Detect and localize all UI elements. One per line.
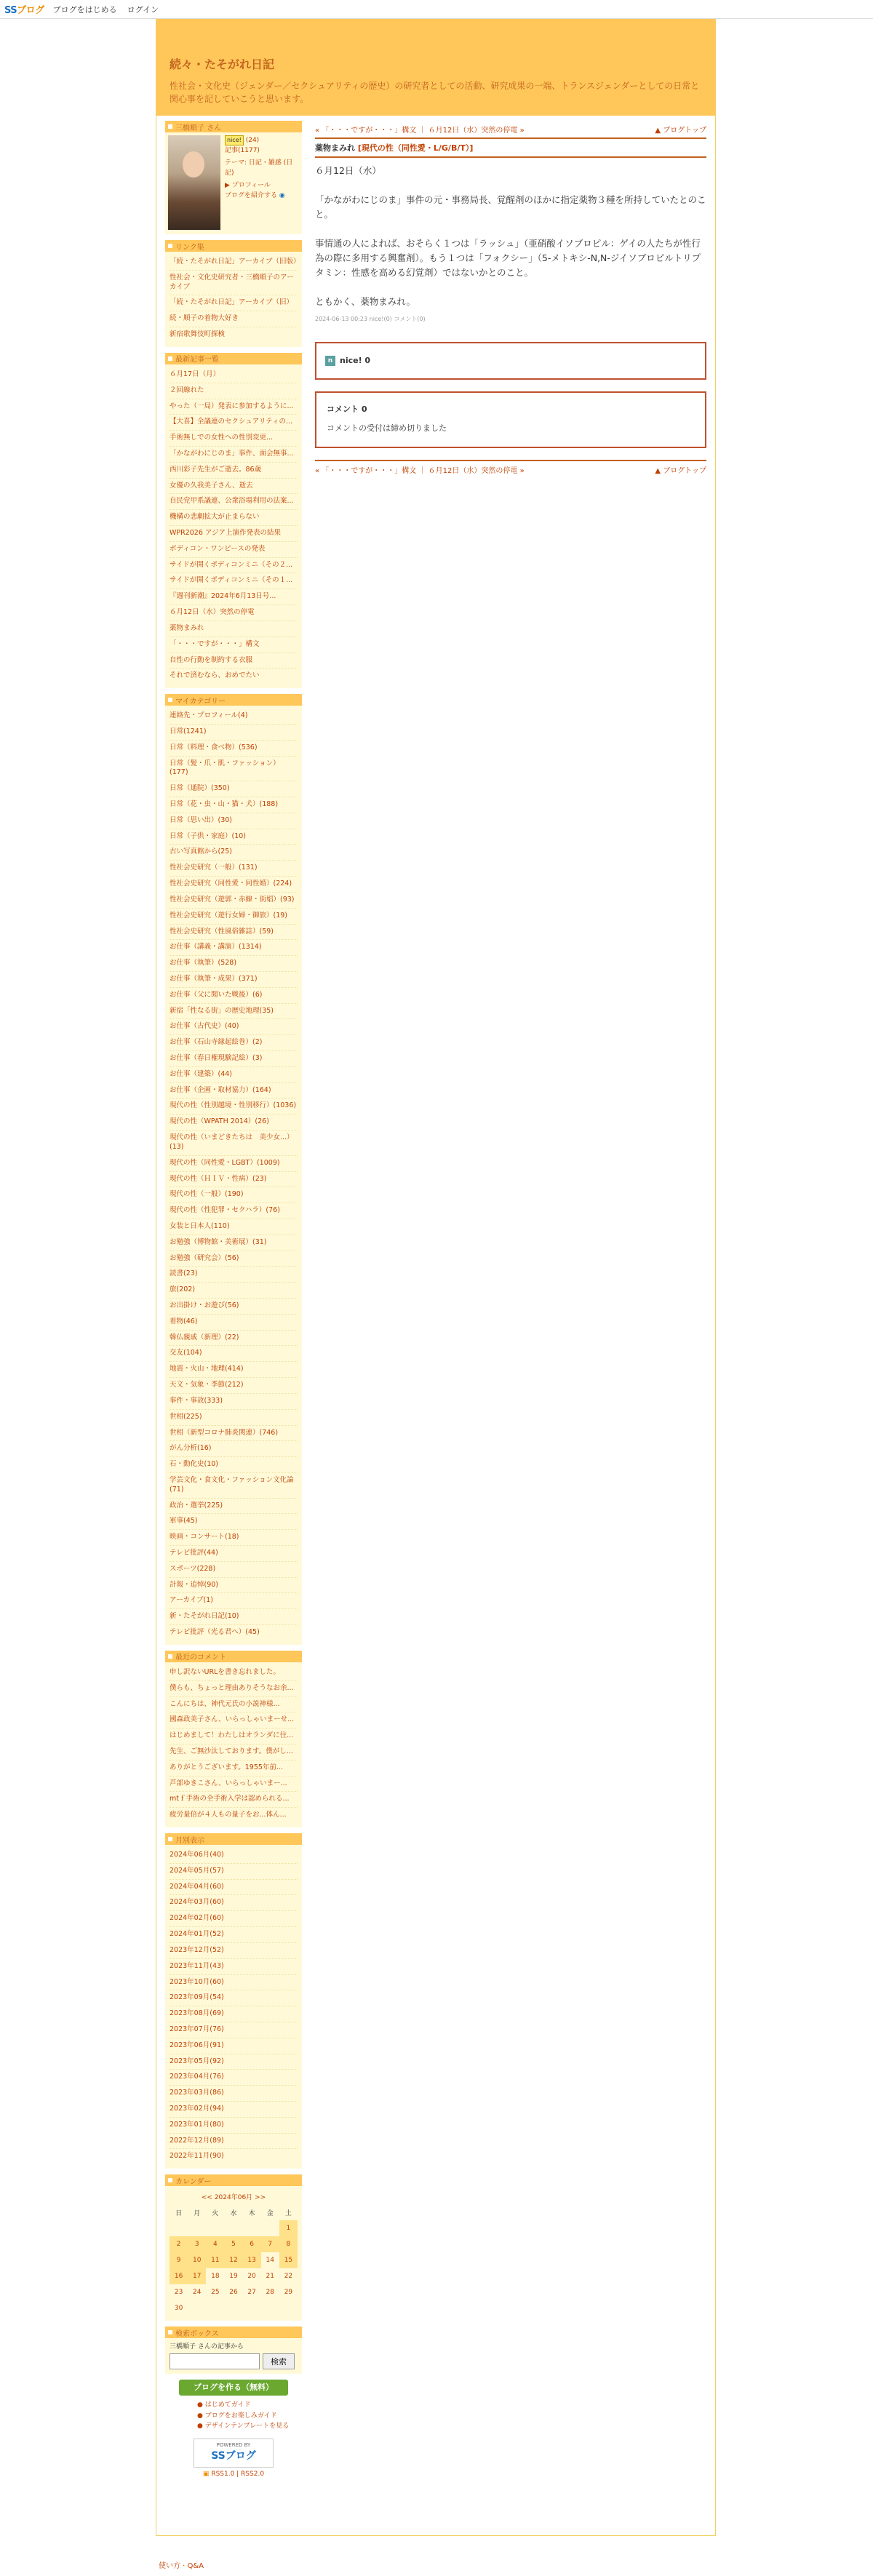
search-box	[165, 2326, 302, 2374]
category-item[interactable]: テレビ批評（光る君へ）(45)	[170, 1628, 260, 1637]
archive-month-item[interactable]: 2022年12月(89)	[170, 2134, 298, 2150]
calendar-day: 26	[229, 2289, 238, 2297]
calendar-day[interactable]: 8	[279, 2236, 298, 2252]
recent-post-item[interactable]: 薬物まみれ	[170, 621, 298, 637]
category-item[interactable]: お仕事（建築）(44)	[170, 1067, 298, 1083]
link-item[interactable]: 新宿歌舞伎町探検	[170, 330, 226, 339]
top-bar	[0, 0, 873, 19]
category-item[interactable]: 新宿「性なる街」の歴史地理(35)	[170, 1004, 298, 1020]
recent-post-item[interactable]: サイドが開くボディコンミニ（その１...	[170, 573, 298, 589]
category-item[interactable]: 着物(46)	[170, 1315, 298, 1331]
search-button[interactable]: 検索	[263, 2353, 295, 2369]
calendar-day[interactable]: 7	[261, 2236, 279, 2252]
calendar-day: 30	[174, 2305, 183, 2313]
post-title: 薬物まみれ	[315, 143, 355, 153]
comment-heading: コメント 0	[327, 404, 367, 414]
calendar-day	[224, 2220, 242, 2236]
profile-box	[165, 121, 302, 234]
recent-comment-item[interactable]: はじめまして！わたしはオランダに住...	[170, 1728, 298, 1744]
category-item[interactable]: 現代の性（WPATH 2014）(26)	[170, 1114, 298, 1131]
post-nav-bottom: « 「・・・ですが・・・」構文 ｜ ６月12日（水）突然の停電 » ▲ ブログトップ	[315, 460, 706, 478]
recent-post-item[interactable]: 自性の行動を制約する衣服	[170, 653, 298, 669]
calendar-day	[206, 2300, 224, 2316]
calendar-day[interactable]: 1	[279, 2220, 298, 2236]
share-blog-link[interactable]: ブログを紹介する ◉	[225, 191, 285, 199]
archive-box	[165, 1833, 302, 2169]
calendar-weekday: 水	[230, 2209, 237, 2217]
blog-theme[interactable]: テーマ: 日記・雑感 (日記)	[225, 159, 293, 177]
comments-box	[165, 1651, 302, 1827]
calendar-weekday: 金	[266, 2209, 274, 2217]
prev-post-link[interactable]: 「・・・ですが・・・」構文	[322, 127, 417, 135]
calendar-day	[279, 2300, 298, 2316]
category-item[interactable]: 現代の性（同性愛・LGBT）(1009)	[170, 1156, 298, 1172]
category-item[interactable]: お仕事（父に聞いた戦後）(6)	[170, 988, 298, 1004]
category-item[interactable]: 日常（子供・家庭）(10)	[170, 829, 298, 845]
link-item[interactable]: 続・順子の着物大好き	[170, 311, 298, 327]
powered-by-badge[interactable]: POWERED BY SSブログ	[194, 2439, 274, 2468]
post-meta: 2024-06-13 00:23 nice!(0) コメント(0)	[315, 316, 426, 322]
category-item[interactable]: 性社会史研究（同性愛・同性婚）(224)	[170, 877, 298, 893]
category-item[interactable]: 現代の性（いまどきたちは 美少女...）(13)	[170, 1131, 298, 1156]
link-item[interactable]: 「続・たそがれ日記」アーカイブ（旧版）	[170, 255, 298, 271]
nice-box	[315, 342, 706, 380]
calendar-day	[188, 2220, 206, 2236]
recent-post-item[interactable]: 手術無しでの女性への性別変更...	[170, 431, 298, 447]
recent-comment-item[interactable]: 先生、ご無沙汰しております。僕がし...	[170, 1744, 298, 1760]
recent-comment-item[interactable]: こんにちは、神代元氏の小説神様...	[170, 1697, 298, 1713]
blog-top-link[interactable]: ▲ ブログトップ	[655, 127, 706, 135]
calendar-weekday: 月	[194, 2209, 201, 2217]
category-item[interactable]: 政治・選挙(225)	[170, 1499, 298, 1515]
start-blog-link[interactable]: ブログをはじめる	[52, 4, 117, 15]
guide-link-enjoy[interactable]: ● ブログをお楽しみガイド	[197, 2412, 277, 2420]
share-icon: ◉	[279, 191, 285, 199]
links-box	[165, 240, 302, 347]
archive-month-item[interactable]: 2023年07月(76)	[170, 2022, 298, 2038]
archive-month-item[interactable]: 2023年04月(76)	[170, 2070, 298, 2086]
blog-title[interactable]: 続々・たそがれ日記	[170, 57, 275, 71]
page-frame	[156, 19, 716, 2536]
category-item[interactable]: 世相（新型コロナ肺炎関連）(746)	[170, 1426, 298, 1442]
category-item[interactable]: 日常(1241)	[170, 725, 298, 741]
category-item[interactable]: 日常（思い出）(30)	[170, 813, 298, 829]
recent-post-item[interactable]: WPR2026 アジア上演作発表の結果	[170, 526, 298, 542]
post-count[interactable]: 記事(1177)	[225, 146, 260, 154]
archive-month-item[interactable]: 2023年05月(92)	[170, 2054, 298, 2070]
category-item[interactable]: お仕事（執筆）(528)	[170, 956, 298, 972]
comments-heading: 最近のコメント	[165, 1651, 302, 1662]
category-item[interactable]: 現代の性（一般）(190)	[170, 1187, 298, 1203]
recent-comment-item[interactable]: 國森政美子さん、いらっしゃいまーせ...	[170, 1712, 298, 1728]
calendar-day: 27	[247, 2289, 256, 2297]
recent-post-item[interactable]: 機構の悲劇拡大が止まらない	[170, 510, 298, 526]
recent-post-item[interactable]: 女優の久我美子さん、逝去	[170, 479, 298, 495]
archive-month-item[interactable]: 2023年11月(43)	[170, 1959, 298, 1975]
calendar-month-nav[interactable]: << 2024年06月 >>	[201, 2194, 266, 2202]
category-item[interactable]: 現代の性（ＨＩＶ・性病）(23)	[170, 1172, 298, 1188]
category-item[interactable]: 日常（通院）(350)	[170, 781, 298, 797]
category-item[interactable]: 連絡先・プロフィール(4)	[170, 709, 298, 725]
category-item[interactable]: 計報・追悼(90)	[170, 1578, 298, 1594]
post-paragraph: ともかく、薬物まみれ。	[315, 296, 416, 307]
footer-links[interactable]: 使い方 · Q&A	[159, 2562, 204, 2570]
category-item[interactable]: 韓仏親戚（新理）(22)	[170, 1331, 298, 1347]
calendar-box	[165, 2174, 302, 2321]
category-item[interactable]: お仕事（古代史）(40)	[170, 1019, 298, 1035]
calendar-day	[261, 2300, 279, 2316]
ssblog-logo[interactable]: SSブログ	[4, 5, 44, 16]
archive-month-item[interactable]: 2023年10月(60)	[170, 1975, 298, 1991]
link-item[interactable]: 「続・たそがれ日記」アーカイブ（旧）	[170, 295, 298, 311]
archive-month-item[interactable]: 2024年01月(52)	[170, 1927, 298, 1943]
calendar-day[interactable]: 9	[170, 2252, 188, 2268]
archive-month-item[interactable]: 2023年01月(80)	[170, 2118, 298, 2134]
main-content	[315, 121, 706, 478]
calendar-day	[261, 2220, 279, 2236]
category-item[interactable]: 世相(225)	[170, 1410, 298, 1426]
blog-top-link[interactable]: ▲ ブログトップ	[655, 466, 706, 475]
calendar-day: 19	[229, 2273, 238, 2281]
recent-posts-box	[165, 353, 302, 688]
comment-box	[315, 391, 706, 448]
rss-icon: ▣	[202, 2471, 210, 2479]
post-title-bar	[315, 139, 706, 158]
calendar-day: 14	[266, 2257, 274, 2265]
calendar-day[interactable]: 2	[170, 2236, 188, 2252]
recent-post-item[interactable]: やった（一局）発表に参加するように...	[170, 399, 298, 415]
recent-posts-list	[165, 364, 302, 688]
recent-comment-item[interactable]: 僕らも、ちょっと理由ありそうなお余...	[170, 1681, 298, 1697]
recent-post-item[interactable]: 西川彩子先生がご逝去。86歳	[170, 463, 298, 479]
make-blog-button[interactable]: ブログを作る（無料）	[179, 2380, 288, 2396]
link-item[interactable]: 性社会・文化史研究者・三橋順子のアーカイブ	[170, 271, 298, 296]
recent-comment-item[interactable]: 申し訳ないURLを書き忘れました。	[170, 1665, 298, 1681]
category-item[interactable]: お出掛け・お遊び(56)	[170, 1299, 298, 1315]
recent-comment-item[interactable]: mtｆ手術の全手術入学は認められる...	[170, 1792, 298, 1808]
category-item[interactable]: スポーツ(228)	[170, 1562, 298, 1578]
nice-icon[interactable]: n	[325, 356, 335, 366]
recent-comments-list	[165, 1662, 302, 1827]
blog-header	[156, 19, 715, 116]
calendar-day: 21	[266, 2273, 274, 2281]
recent-post-item[interactable]: ２回線れた	[170, 383, 298, 399]
category-item[interactable]: お仕事（企画・取材協力）(164)	[170, 1083, 298, 1099]
login-link[interactable]: ログイン	[127, 4, 159, 15]
calendar-day: 24	[192, 2289, 202, 2297]
category-item[interactable]: 地震・火山・地理(414)	[170, 1362, 298, 1378]
recent-post-item[interactable]: ポディコン・ワンピースの発表	[170, 542, 298, 558]
post-body	[315, 158, 706, 324]
category-item[interactable]: 女装と日本人(110)	[170, 1219, 298, 1235]
post-paragraph: 事情通の人によれば、おそらく１つは「ラッシュ」（亜硝酸イソブロピル：ゲイの人たちが性行為の際に多用する興奮剤）。もう１つは「フォクシー」（5-メトキシ-N,N-ジイソブロピルトリプタミン：性感を高める幻覚剤）ではないかとのこと。	[315, 238, 701, 278]
links-heading: リンク集	[165, 240, 302, 252]
category-item[interactable]: 映画・コンサート(18)	[170, 1530, 298, 1546]
profile-heading: 三橋順子 さん	[165, 121, 302, 132]
recent-post-item[interactable]: サイドが開くボディコンミニ（その２...	[170, 558, 298, 574]
calendar-day[interactable]: 15	[279, 2252, 298, 2268]
calendar-day[interactable]: 10	[188, 2252, 206, 2268]
category-item[interactable]: お勉強（研究会）(56)	[170, 1251, 298, 1267]
category-item[interactable]: 性社会史研究（性風俗雑誌）(59)	[170, 925, 298, 941]
archive-month-item[interactable]: 2023年06月(91)	[170, 2038, 298, 2054]
avatar[interactable]	[168, 135, 220, 230]
recent-comment-item[interactable]: 疲労量倍が４人もの量子をお...体ん...	[170, 1811, 287, 1819]
category-item[interactable]: 日常（花・虫・山・猫・犬）(188)	[170, 797, 298, 813]
calendar-day: 20	[247, 2273, 256, 2281]
category-item[interactable]: 天文・気象・季節(212)	[170, 1378, 298, 1394]
calendar-day[interactable]: 13	[243, 2252, 261, 2268]
recent-post-item[interactable]: 『週刊新潮』2024年6月13日号...	[170, 589, 298, 605]
next-post-link[interactable]: ６月12日（水）突然の停電	[428, 466, 518, 475]
categories-heading: マイカテゴリー	[165, 694, 302, 706]
archive-list	[165, 1845, 302, 2169]
calendar-day: 23	[174, 2289, 183, 2297]
archive-month-item[interactable]: 2023年12月(52)	[170, 1943, 298, 1959]
nice-count-label: nice! 0	[340, 356, 371, 366]
recent-comment-item[interactable]: ありがとうございます。1955年前...	[170, 1760, 298, 1777]
category-item[interactable]: 性社会史研究（遊郭・赤線・街娼）(93)	[170, 893, 298, 909]
calendar-weekday: 木	[248, 2209, 255, 2217]
search-heading: 検索ボックス	[165, 2326, 302, 2338]
links-list	[165, 252, 302, 347]
calendar-day	[243, 2220, 261, 2236]
recent-post-item[interactable]: ６月12日（水）突然の停電	[170, 605, 298, 621]
search-input[interactable]	[170, 2353, 260, 2369]
archive-month-item[interactable]: 2024年05月(57)	[170, 1864, 298, 1880]
category-item[interactable]: アーカイブ(1)	[170, 1593, 298, 1609]
category-item[interactable]: 読書(23)	[170, 1267, 298, 1283]
category-item[interactable]: 旅(202)	[170, 1283, 298, 1299]
archive-month-item[interactable]: 2024年04月(60)	[170, 1880, 298, 1896]
calendar-day[interactable]: 3	[188, 2236, 206, 2252]
archive-heading: 月別表示	[165, 1833, 302, 1845]
category-item[interactable]: 日常（髪・爪・肌・ファッション）(177)	[170, 757, 298, 782]
comment-closed-text: コメントの受付は締め切りました	[327, 423, 447, 433]
calendar-weekday: 土	[284, 2209, 292, 2217]
archive-month-item[interactable]: 2022年11月(90)	[170, 2152, 224, 2161]
category-item[interactable]: 事件・事故(333)	[170, 1394, 298, 1410]
category-item[interactable]: 新・たそがれ日記(10)	[170, 1609, 298, 1625]
archive-month-item[interactable]: 2023年03月(86)	[170, 2086, 298, 2102]
prev-post-link[interactable]: 「・・・ですが・・・」構文	[322, 466, 417, 475]
guide-link-template[interactable]: ● デザインテンプレートを見る	[197, 2423, 290, 2431]
archive-month-item[interactable]: 2024年02月(60)	[170, 1911, 298, 1927]
category-item[interactable]: 現代の性（性犯罪・セクハラ）(76)	[170, 1203, 298, 1219]
archive-month-item[interactable]: 2024年06月(40)	[170, 1848, 298, 1864]
post-paragraph: 「かながわにじのま」事件の元・事務局長、覚醒剤のほかに指定薬物３種を所持していたとのこと。	[315, 194, 706, 220]
rss-links[interactable]: ▣ RSS1.0 | RSS2.0	[202, 2471, 265, 2479]
calendar-day	[188, 2300, 206, 2316]
calendar-day[interactable]: 6	[243, 2236, 261, 2252]
calendar-day: 22	[284, 2273, 293, 2281]
calendar-day	[170, 2220, 188, 2236]
recent-post-item[interactable]: ６月17日（月）	[170, 367, 298, 383]
recent-comment-item[interactable]: 芦部ゆきこさん、いらっしゃいまー...	[170, 1777, 298, 1793]
nice-count[interactable]: (24)	[245, 137, 260, 144]
category-item[interactable]: お仕事（講義・講演）(1314)	[170, 940, 298, 956]
recent-post-item[interactable]: 自民党甲系議連、公衆浴場利用の法案...	[170, 494, 298, 510]
calendar-day	[206, 2220, 224, 2236]
recent-heading: 最新記事一覧	[165, 353, 302, 364]
calendar-day[interactable]: 4	[206, 2236, 224, 2252]
category-item[interactable]: 学芸文化・食文化・ファッション文化論(71)	[170, 1473, 298, 1499]
category-item[interactable]: お勉強（博物館・美術展）(31)	[170, 1235, 298, 1251]
recent-post-item[interactable]: 「・・・ですが・・・」構文	[170, 637, 298, 653]
category-item[interactable]: お仕事（石山寺縁起絵巻）(2)	[170, 1035, 298, 1051]
category-item[interactable]: 性社会史研究（一般）(131)	[170, 861, 298, 877]
archive-month-item[interactable]: 2024年03月(60)	[170, 1895, 298, 1911]
calendar-day	[224, 2300, 242, 2316]
category-item[interactable]: お仕事（執筆・成果）(371)	[170, 972, 298, 988]
calendar-day: 18	[211, 2273, 220, 2281]
archive-month-item[interactable]: 2023年09月(54)	[170, 1990, 298, 2006]
calendar-day[interactable]: 16	[170, 2268, 188, 2284]
calendar-table	[170, 2204, 298, 2316]
next-post-link[interactable]: ６月12日（水）突然の停電	[428, 127, 518, 135]
category-item[interactable]: 古い写真館から(25)	[170, 845, 298, 861]
calendar-weekday: 火	[212, 2209, 219, 2217]
category-item[interactable]: 軍事(45)	[170, 1514, 298, 1530]
post-paragraph: ６月12日（水）	[315, 165, 381, 176]
calendar-day[interactable]: 11	[206, 2252, 224, 2268]
archive-month-item[interactable]: 2023年08月(69)	[170, 2006, 298, 2022]
heading-mark-icon	[168, 124, 172, 129]
calendar-heading: カレンダー	[165, 2174, 302, 2186]
category-item[interactable]: 石・動化史(10)	[170, 1457, 298, 1473]
sidebar	[165, 121, 302, 2478]
post-category-link[interactable]: [現代の性（同性愛・L/G/B/T）]	[357, 143, 474, 153]
category-item[interactable]: お仕事（春日権現験記絵）(3)	[170, 1051, 298, 1067]
calendar-day[interactable]: 17	[188, 2268, 206, 2284]
calendar-day	[243, 2300, 261, 2316]
recent-post-item[interactable]: 「かながわにじのま」事件、面会無事...	[170, 447, 298, 463]
calendar-day: 28	[266, 2289, 274, 2297]
profile-link[interactable]: ▶ プロフィール	[225, 182, 271, 189]
category-item[interactable]: 性社会史研究（遊行女婦・御旅）(19)	[170, 909, 298, 925]
categories-list	[165, 706, 302, 1645]
post-nav-top: « 「・・・ですが・・・」構文 ｜ ６月12日（水）突然の停電 » ▲ ブログトップ	[315, 121, 706, 139]
category-item[interactable]: 日常（料理・食べ物）(536)	[170, 741, 298, 757]
search-label: 三橋順子 さんの記事から	[170, 2343, 244, 2351]
calendar-day[interactable]: 12	[224, 2252, 242, 2268]
blog-description: 性社会・文化史（ジェンダー／セクシュアリティの歴史）の研究者としての活動、研究成果の一端、トランスジェンダーとしての日常と関心事を記していこうと思います。	[170, 81, 700, 104]
category-item[interactable]: テレビ批評(44)	[170, 1546, 298, 1562]
nice-badge: nice!	[225, 135, 244, 145]
category-item[interactable]: がん分析(16)	[170, 1441, 298, 1457]
recent-post-item[interactable]: 【大喜】全議連のセクシュアリティの...	[170, 415, 298, 431]
category-item[interactable]: 交友(104)	[170, 1346, 298, 1362]
calendar-weekday: 日	[175, 2209, 183, 2217]
calendar-day: 29	[284, 2289, 293, 2297]
recent-post-item[interactable]: それで済むなら、おめでたい	[170, 671, 260, 680]
guide-link-start[interactable]: ● はじめてガイド	[197, 2401, 251, 2409]
archive-month-item[interactable]: 2023年02月(94)	[170, 2102, 298, 2118]
categories-box	[165, 694, 302, 1645]
calendar-day[interactable]: 5	[224, 2236, 242, 2252]
category-item[interactable]: 現代の性（性別越境・性別移行）(1036)	[170, 1098, 298, 1114]
calendar-day: 25	[211, 2289, 220, 2297]
